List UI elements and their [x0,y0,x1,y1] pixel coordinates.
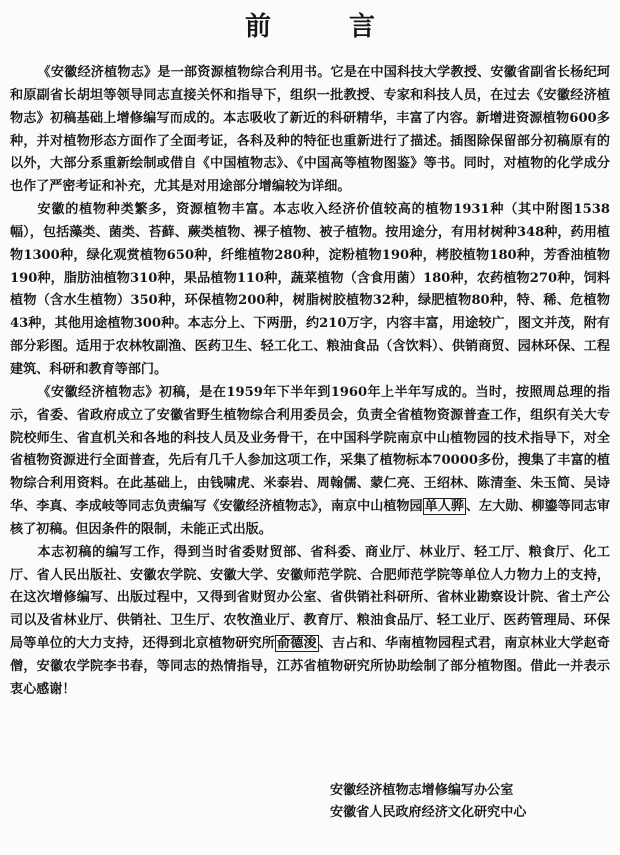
paragraph-3-text-after: 、左大勋、柳鎏等同志审核了初稿。但因条件的限制，未能正式出版。 [10,499,611,537]
paragraph-4-text-before: 本志初稿的编写工作，得到当时省委财贸部、省科委、商业厅、林业厅、轻工厅、粮食厅、化工厅、省人民出版社、安徽农学院、安徽大学、安徽师范学院、合肥师范学院等单位人力物力上的支持，在这次增修编写、出版过程中，又得到省财贸办公室、省供销社科研所、省林业勘察设计院、省土产公司以及省林业厅、供销社、卫生厅、农牧渔业厅、教育厅、粮油食品厅、轻工业厅、医药管理局、环保局等单位的大力支持，还得到北京植物研究所 [10,544,610,652]
signature-line-office: 安徽经济植物志增修编写办公室 [330,783,514,798]
paragraph-2: 安徽的植物种类繁多，资源植物丰富。本志收入经济价值较高的植物1931种（其中附图1538幅），包括藻类、菌类、苔藓、蕨类植物、裸子植物、被子植物。按用途分，有用材树种348种，药用植物1300种，绿化观赏植物650种，纤维植物280种，淀粉植物190种，栲胶植物180种，芳香油植物190种，脂肪油植物310种，果品植物110种，蔬菜植物（含食用菌）180种，农药植物270种，饲料植物（含水生植物）350种，环保植物200种，树脂树胶植物32种，绿肥植物80种，特、稀、危植物43种，其他用途植物300种。本志分上、下两册，约210万字，内容丰富，用途较广，图文并茂，附有部分彩图。适用于农林牧副渔、医药卫生、轻工化工、粮油食品（含饮料）、供销商贸、园林环保、工程建筑、科研和教育等部门。 [10,202,610,377]
preface-body [10,62,610,702]
page-title: 前 言 [244,12,401,42]
signature-block [330,780,600,824]
boxed-name-yu-dejun: 俞德浚 [276,636,317,652]
signature-line-center: 安徽省人民政府经济文化研究中心 [330,805,527,820]
boxed-name-shan-renhua: 单人骅 [424,499,464,515]
paragraph-4 [10,542,610,702]
paragraph-3 [10,382,610,542]
paragraph-3-text-before: 《安徽经济植物志》初稿，是在1959年下半年到1960年上半年写成的。当时，按照周总理的指示，省委、省政府成立了安徽省野生植物综合利用委员会，负责全省植物资源普查工作，组织有关大专院校师生、省直机关和各地的科技人员及业务骨干，在中国科学院南京中山植物园的技术指导下，对全省植物资源进行全面普查，先后有几千人参加这项工作，采集了植物标本70000多份，搜集了丰富的植物综合利用资料。在此基础上，由钱啸虎、米泰岩、周翰儒、蒙仁亮、王绍林、陈清奎、朱玉简、吴诗华、李真、李成岐等同志负责编写《安徽经济植物志》，南京中山植物园 [10,384,610,515]
paragraph-1: 《安徽经济植物志》是一部资源植物综合利用书。它是在中国科技大学教授、安徽省副省长杨纪珂和原副省长胡坦等领导同志直接关怀和指导下，组织一批教授、专家和科技人员，在过去《安徽经济植物志》初稿基础上增修编写而成的。本志吸收了新近的科研精华，丰富了内容。新增进资源植物600多种，并对植物形态方面作了全面考证，各科及种的特征也重新进行了描述。插图除保留部分初稿原有的以外，大部分系重新绘制或借自《中国植物志》、《中国高等植物图鉴》等书。同时，对植物的化学成分也作了严密考证和补充，尤其是对用途部分增编较为详细。 [10,65,610,195]
paragraph-4-text-after: 、吉占和、华南植物园程式君，南京林业大学赵奇僧，安徽农学院李书春，等同志的热情指导，江苏省植物研究所协助绘制了部分植物图。借此一并表示衷心感谢！ [10,636,611,697]
